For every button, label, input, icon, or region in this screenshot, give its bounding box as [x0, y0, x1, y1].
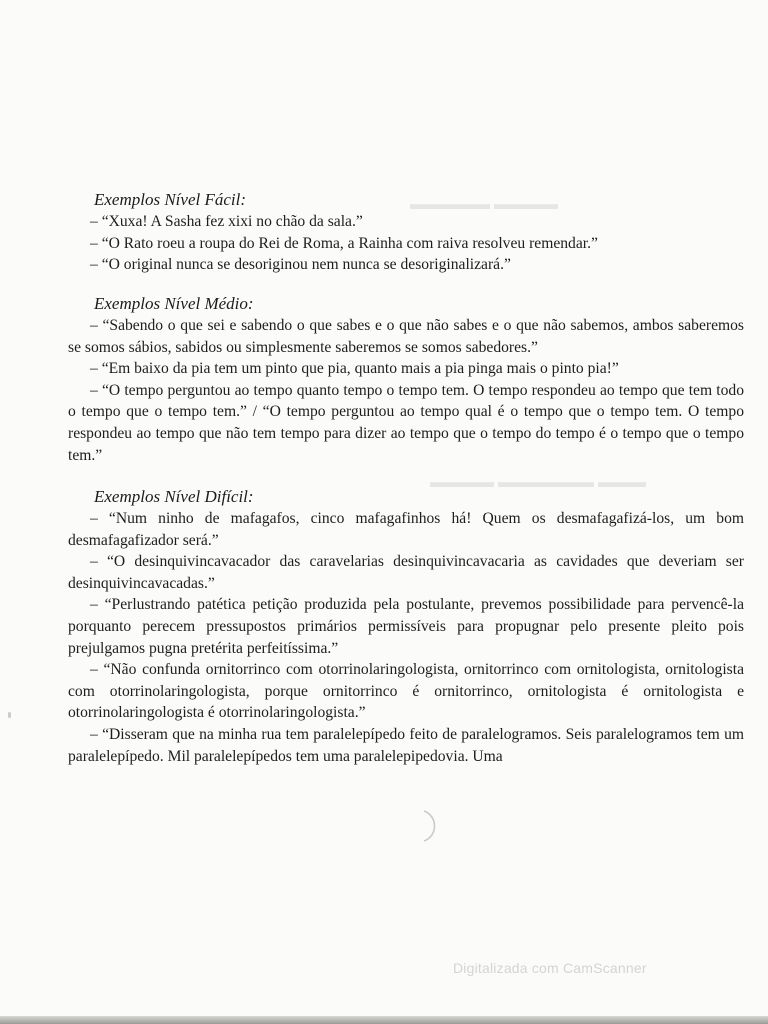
bleed-through-text: ▬▬▬ ▬▬▬▬▬▬ ▬▬▬▬	[430, 474, 646, 491]
example-paragraph: – “Sabendo o que sei e sabendo o que sabes e o que não sabes e o que não sabemos, ambos saberemos se somos sábios, sabidos ou simplesmente saberemos se somos sabedores.”	[68, 317, 744, 356]
example-paragraph: – “Em baixo da pia tem um pinto que pia, quanto mais a pia pinga mais o pinto pia!”	[90, 360, 619, 378]
section-heading: Exemplos Nível Médio:	[94, 294, 254, 313]
section-facil	[68, 188, 744, 276]
scan-mark-icon	[420, 808, 442, 844]
example-paragraph: – “Num ninho de mafagafos, cinco mafagafinhos há! Quem os desmafagafizá-los, um bom desmafagafizador será.”	[68, 510, 744, 549]
section-dificil	[68, 485, 744, 767]
scan-speck	[8, 712, 11, 718]
section-heading: Exemplos Nível Difícil:	[94, 487, 254, 506]
example-paragraph: – “O desinquivincavacador das caravelarias desinquivincavacaria as cavidades que deveriam ser desinquivincavacadas.”	[68, 553, 744, 592]
bleed-through-text: ▬▬▬▬ ▬▬▬▬▬	[410, 196, 558, 213]
example-line: – “O original nunca se desoriginou nem nunca se desoriginalizará.”	[90, 256, 511, 274]
section-heading: Exemplos Nível Fácil:	[94, 190, 247, 209]
example-paragraph: – “Não confunda ornitorrinco com otorrinolaringologista, ornitorrinco com ornitologista, ornitologista com otorrinolaringologista, porque ornitorrinco é ornitorrinco, ornitologista é ornitologista e otorrinolaringologista é otorrinolaringologista.”	[68, 661, 744, 722]
example-paragraph: – “O tempo perguntou ao tempo quanto tempo o tempo tem. O tempo respondeu ao tempo que tem todo o tempo que o tempo tem.” / “O tempo perguntou ao tempo qual é o tempo que o tempo tem. O tempo respondeu ao tempo que não tem tempo para dizer ao tempo que o tempo do tempo é o tempo que o tempo tem.”	[68, 381, 744, 464]
page-edge-shadow	[0, 1016, 768, 1024]
example-paragraph: – “Disseram que na minha rua tem paralelepípedo feito de paralelogramos. Seis paralelogramos tem um paralelepípedo. Mil paralelepípedos tem uma paralelepipedovia. Uma	[68, 725, 744, 765]
example-line: – “O Rato roeu a roupa do Rei de Roma, a Rainha com raiva resolveu remendar.”	[90, 234, 598, 252]
section-medio	[68, 292, 744, 466]
example-line: – “Xuxa! A Sasha fez xixi no chão da sala.”	[90, 213, 363, 230]
camscanner-watermark: Digitalizada com CamScanner	[453, 960, 647, 976]
example-paragraph: – “Perlustrando patética petição produzida pela postulante, prevemos possibilidade para pervencê-la porquanto perecem pressupostos primários permissíveis para propugnar pelo presente pleito pois prejulgamos pugna pretérita perfeitíssima.”	[68, 596, 744, 657]
